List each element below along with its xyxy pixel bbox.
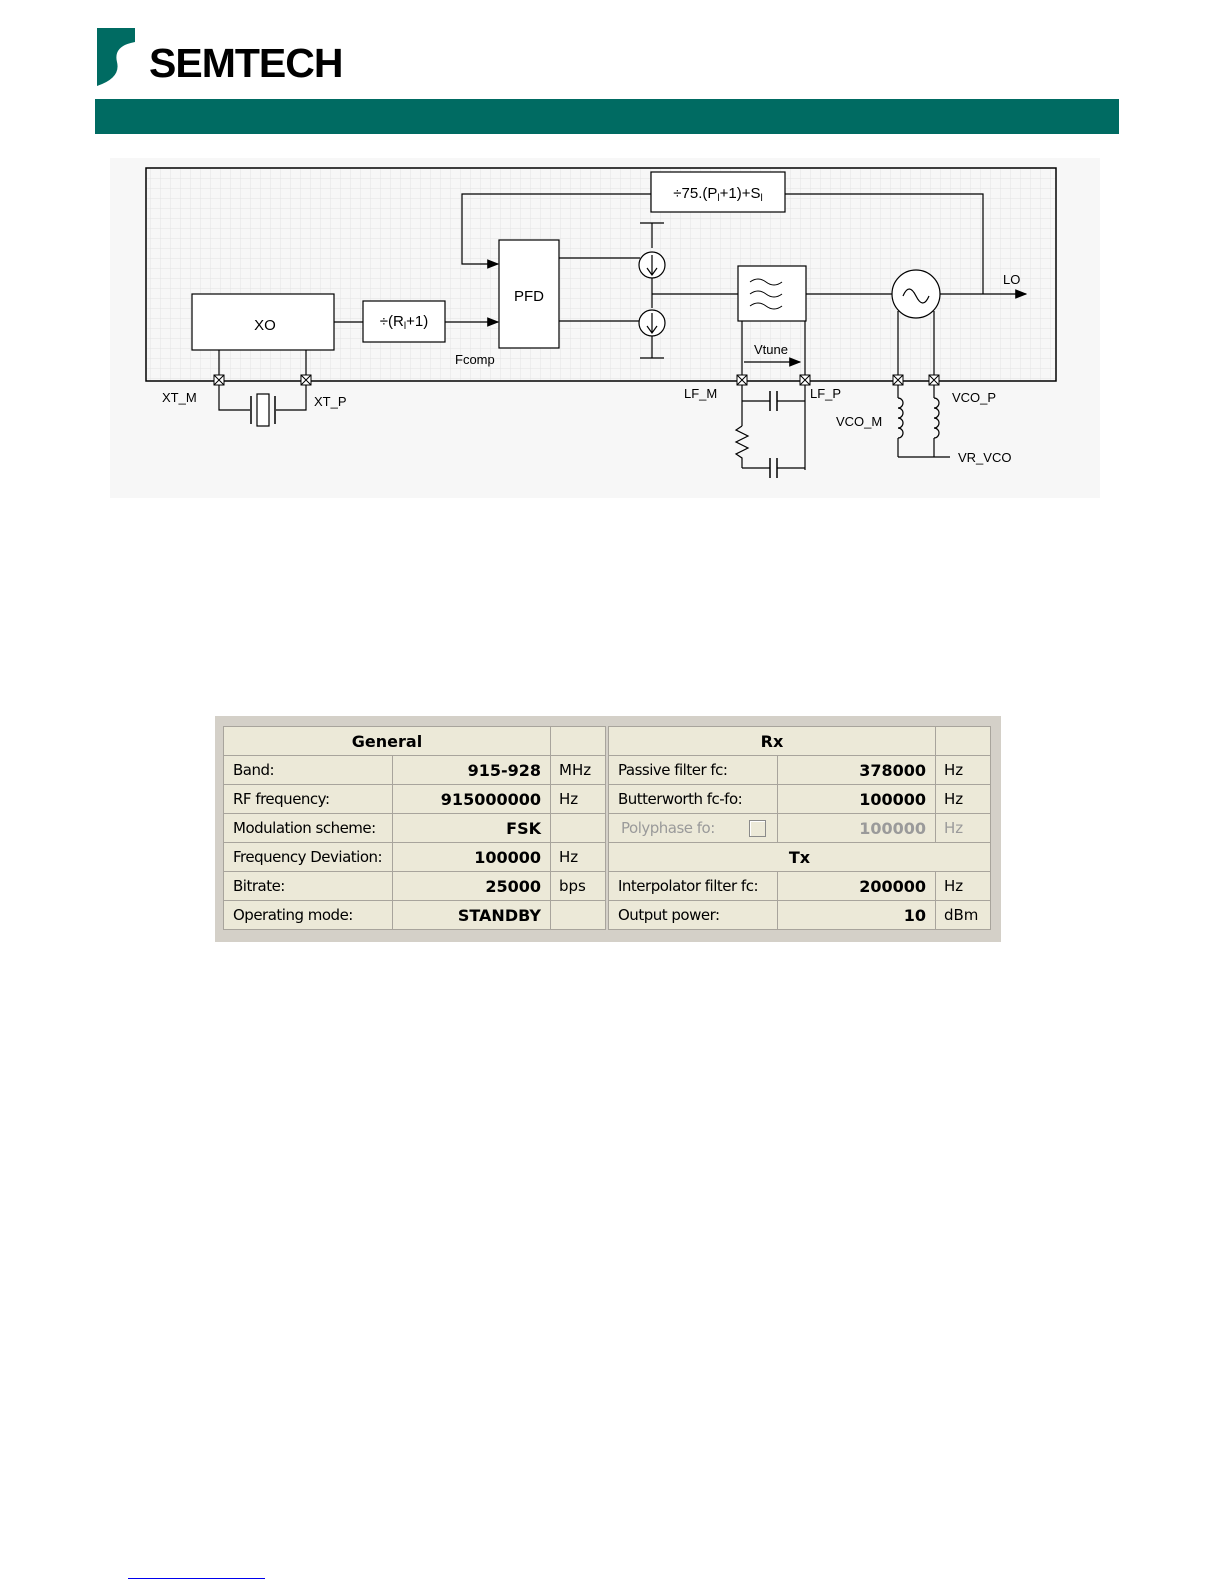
modulation-scheme-label: Modulation scheme:: [224, 814, 393, 843]
table-row: [609, 901, 991, 930]
table-row: [609, 814, 991, 843]
lo-label: LO: [1003, 272, 1021, 287]
pfd-label: PFD: [514, 288, 544, 305]
svg-text:÷75.(Pl+1)+Sl: $\div 75.(P_l+1)+S_l$: [673, 185, 763, 204]
fcomp-label: Fcomp: [455, 352, 495, 367]
bitrate-unit: bps: [551, 872, 606, 901]
pin-xt-p: XT_P: [314, 394, 347, 409]
semtech-logo-mark: [97, 26, 153, 101]
svg-text:÷(Rl+1): $\div(R_l+1)$: [379, 313, 429, 332]
polyphase-value: 100000: [778, 814, 936, 843]
crystal: [257, 394, 269, 426]
table-row: [224, 901, 606, 930]
header-bar: [95, 99, 1119, 134]
operating-mode-unit: [551, 901, 606, 930]
rf-frequency-value[interactable]: 915000000: [393, 785, 551, 814]
output-power-unit: dBm: [936, 901, 991, 930]
polyphase-label: Polyphase fo:: [621, 819, 715, 837]
rf-frequency-label: RF frequency:: [224, 785, 393, 814]
band-label: Band:: [224, 756, 393, 785]
pin-vco-p: VCO_P: [952, 390, 997, 405]
rx-tx-settings-table: [608, 726, 991, 930]
rf-frequency-unit: Hz: [551, 785, 606, 814]
vtune-label: Vtune: [754, 342, 788, 357]
interpolator-filter-value[interactable]: 200000: [778, 872, 936, 901]
passive-filter-value[interactable]: 378000: [778, 756, 936, 785]
vr-vco-label: VR_VCO: [958, 450, 1012, 465]
bitrate-label: Bitrate:: [224, 872, 393, 901]
output-power-value[interactable]: 10: [778, 901, 936, 930]
band-unit: MHz: [551, 756, 606, 785]
bitrate-value[interactable]: 25000: [393, 872, 551, 901]
footer-link-underline[interactable]: [128, 1578, 265, 1579]
operating-mode-value[interactable]: STANDBY: [393, 901, 551, 930]
passive-filter-unit: Hz: [936, 756, 991, 785]
pin-lf-m: LF_M: [684, 386, 718, 401]
butterworth-value[interactable]: 100000: [778, 785, 936, 814]
passive-filter-label: Passive filter fc:: [609, 756, 778, 785]
tx-header: Tx: [609, 843, 991, 872]
table-row: [609, 756, 991, 785]
pin-xt-m: XT_M: [162, 390, 197, 405]
table-row: [224, 785, 606, 814]
ref-divider-text: ÷(R: [379, 313, 404, 330]
band-value[interactable]: 915-928: [393, 756, 551, 785]
frequency-deviation-unit: Hz: [551, 843, 606, 872]
output-power-label: Output power:: [609, 901, 778, 930]
rx-header: Rx: [609, 727, 936, 756]
table-row: [224, 756, 606, 785]
feedback-divider-text: ÷75.(P: [673, 185, 718, 202]
pin-lf-p: LF_P: [810, 386, 842, 401]
frequency-deviation-value[interactable]: 100000: [393, 843, 551, 872]
vco-symbol: [892, 270, 940, 318]
butterworth-label: Butterworth fc-fo:: [609, 785, 778, 814]
polyphase-checkbox[interactable]: [749, 820, 766, 837]
table-row: [224, 872, 606, 901]
butterworth-unit: Hz: [936, 785, 991, 814]
polyphase-unit: Hz: [936, 814, 991, 843]
general-header: General: [224, 727, 551, 756]
pin-vco-m: VCO_M: [836, 414, 883, 429]
modulation-scheme-value[interactable]: FSK: [393, 814, 551, 843]
interpolator-filter-unit: Hz: [936, 872, 991, 901]
table-row: [224, 814, 606, 843]
table-row: [609, 872, 991, 901]
frequency-deviation-label: Frequency Deviation:: [224, 843, 393, 872]
operating-mode-label: Operating mode:: [224, 901, 393, 930]
interpolator-filter-label: Interpolator filter fc:: [609, 872, 778, 901]
table-row: [224, 843, 606, 872]
pll-block-diagram: [110, 158, 1100, 498]
table-row: [609, 785, 991, 814]
polyphase-cell: [609, 814, 778, 843]
brand-name: SEMTECH: [149, 40, 343, 86]
settings-panel: [215, 716, 1001, 942]
general-settings-table: [223, 726, 606, 930]
xo-label: XO: [254, 317, 276, 334]
modulation-scheme-unit: [551, 814, 606, 843]
semtech-logo: [97, 26, 437, 101]
feedback-divider-block: [651, 172, 785, 212]
loop-filter-block: [738, 266, 806, 321]
